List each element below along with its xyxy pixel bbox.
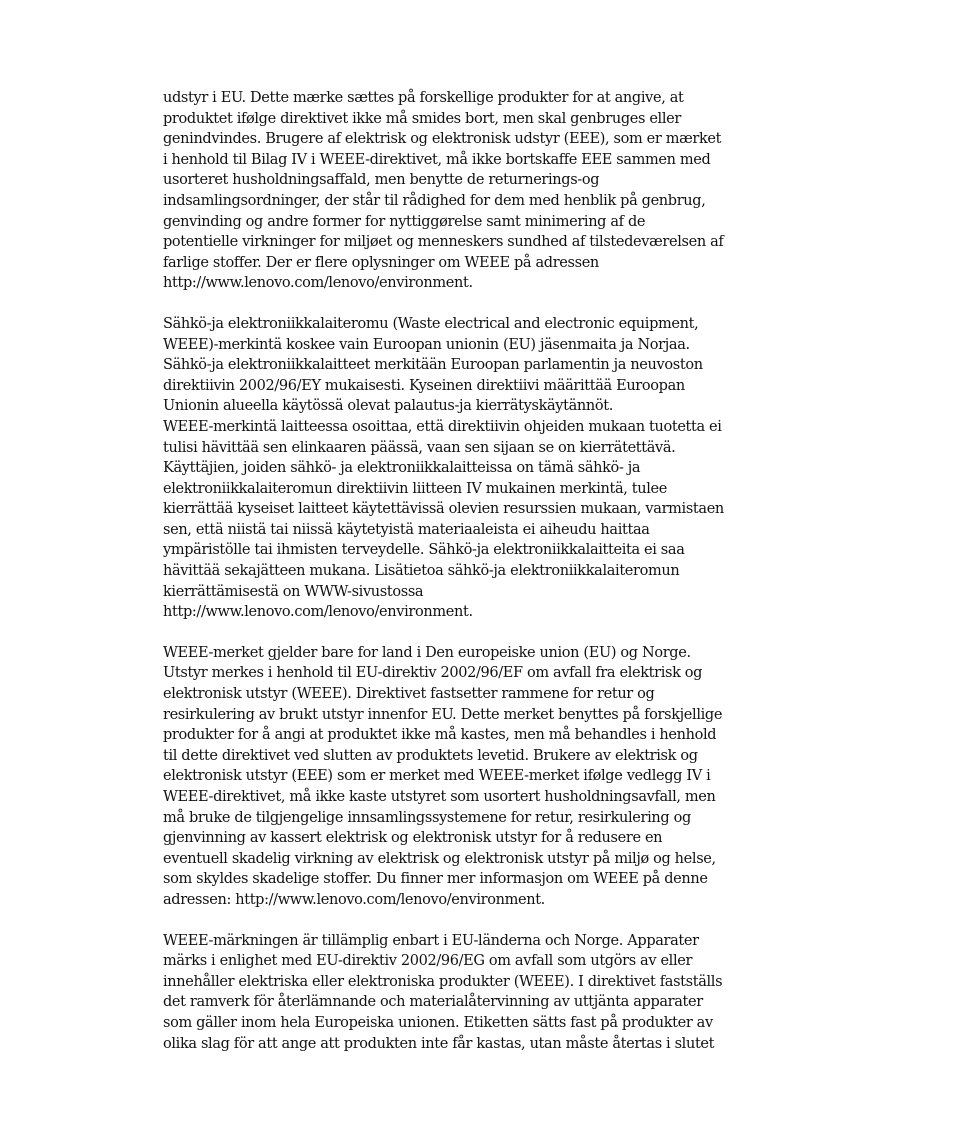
text-line: http://www.lenovo.com/lenovo/environment. (163, 604, 473, 621)
text-line: elektronisk utstyr (EEE) som er merket med WEEE-merket ifølge vedlegg IV i (163, 768, 711, 785)
text-line: gjenvinning av kassert elektrisk og elektronisk utstyr for å redusere en (163, 830, 663, 847)
text-line: WEEE)-merkintä koskee vain Euroopan unionin (EU) jäsenmaita ja Norjaa. (163, 336, 690, 353)
text-line: kierrättämisestä on WWW-sivustossa (163, 583, 424, 600)
paragraph-norwegian (163, 643, 769, 911)
text-line: ympäristölle tai ihmisten terveydelle. Sähkö-ja elektroniikkalaitteita ei saa (163, 542, 685, 559)
text-line: produkter for å angi at produktet ikke må kastes, men må behandles i henhold (163, 727, 717, 744)
text-line: elektronisk utstyr (WEEE). Direktivet fastsetter rammene for retur og (163, 686, 655, 703)
text-line: genindvindes. Brugere af elektrisk og elektronisk udstyr (EEE), som er mærket (163, 131, 722, 148)
text-line: usorteret husholdningsaffald, men benytte de returnerings-og (163, 172, 600, 189)
text-line: farlige stoffer. Der er flere oplysninger om WEEE på adressen (163, 254, 599, 271)
text-line: WEEE-märkningen är tillämplig enbart i EU-länderna och Norge. Apparater (163, 932, 699, 949)
text-line: Utstyr merkes i henhold til EU-direktiv 2002/96/EF om avfall fra elektrisk og (163, 665, 703, 682)
text-line: direktiivin 2002/96/EY mukaisesti. Kyseinen direktiivi määrittää Euroopan (163, 377, 685, 394)
text-line: hävittää sekajätteen mukana. Lisätietoa sähkö-ja elektroniikkalaiteromun (163, 563, 680, 580)
text-line: Unionin alueella käytössä olevat palautus-ja kierrätyskäytännöt. (163, 398, 614, 415)
text-line: det ramverk för återlämnande och materialåtervinning av uttjänta apparater (163, 994, 703, 1011)
text-line: potentielle virkninger for miljøet og menneskers sundhed af tilstedeværelsen af (163, 234, 724, 251)
text-line: resirkulering av brukt utstyr innenfor EU. Dette merket benyttes på forskjellige (163, 706, 723, 723)
text-line: http://www.lenovo.com/lenovo/environment. (163, 275, 473, 292)
text-line: WEEE-merket gjelder bare for land i Den europeiske union (EU) og Norge. (163, 644, 691, 661)
text-line: som gäller inom hela Europeiska unionen. Etiketten sätts fast på produkter av (163, 1014, 713, 1031)
text-line: til dette direktivet ved slutten av produktets levetid. Brukere av elektrisk og (163, 747, 698, 764)
text-line: udstyr i EU. Dette mærke sættes på forskellige produkter for at angive, at (163, 90, 684, 106)
text-line: elektroniikkalaiteromun direktiivin liitteen IV mukainen merkintä, tulee (163, 480, 668, 497)
paragraph-danish (163, 88, 769, 294)
text-line: i henhold til Bilag IV i WEEE-direktivet, må ikke bortskaffe EEE sammen med (163, 151, 711, 168)
text-line: innehåller elektriska eller elektroniska produkter (WEEE). I direktivet fastställs (163, 973, 723, 990)
text-line: må bruke de tilgjengelige innsamlingssystemene for retur, resirkulering og (163, 809, 691, 826)
text-line: Sähkö-ja elektroniikkalaitteet merkitään Euroopan parlamentin ja neuvoston (163, 357, 703, 374)
text-line: indsamlingsordninger, der står til rådighed for dem med henblik på genbrug, (163, 192, 706, 209)
text-line: genvinding og andre former for nyttiggørelse samt minimering af de (163, 213, 646, 230)
text-line: WEEE-merkintä laitteessa osoittaa, että direktiivin ohjeiden mukaan tuotetta ei (163, 418, 722, 435)
text-line: som skyldes skadelige stoffer. Du finner mer informasjon om WEEE på denne (163, 871, 708, 888)
text-line: kierrättää kyseiset laitteet käytettävissä olevien resurssien mukaan, varmistaen (163, 501, 724, 518)
paragraph-finnish (163, 314, 769, 623)
paragraph-swedish (163, 931, 769, 1055)
text-line: märks i enlighet med EU-direktiv 2002/96/EG om avfall som utgörs av eller (163, 953, 693, 970)
text-line: WEEE-direktivet, må ikke kaste utstyret som usortert husholdningsavfall, men (163, 789, 716, 805)
text-line: Sähkö-ja elektroniikkalaiteromu (Waste electrical and electronic equipment, (163, 315, 699, 332)
text-line: adressen: http://www.lenovo.com/lenovo/environment. (163, 891, 545, 908)
text-line: produktet ifølge direktivet ikke må smides bort, men skal genbruges eller (163, 110, 681, 127)
text-line: olika slag för att ange att produkten inte får kastas, utan måste återtas i slutet (163, 1035, 715, 1052)
document-page (163, 88, 769, 1054)
text-line: eventuell skadelig virkning av elektrisk og elektronisk utstyr på miljø og helse, (163, 850, 716, 867)
text-line: tulisi hävittää sen elinkaaren päässä, vaan sen sijaan se on kierrätettävä. (163, 439, 676, 456)
text-line: sen, että niistä tai niissä käytetyistä materiaaleista ei aiheudu haittaa (163, 521, 650, 538)
text-line: Käyttäjien, joiden sähkö- ja elektroniikkalaitteissa on tämä sähkö- ja (163, 460, 641, 477)
